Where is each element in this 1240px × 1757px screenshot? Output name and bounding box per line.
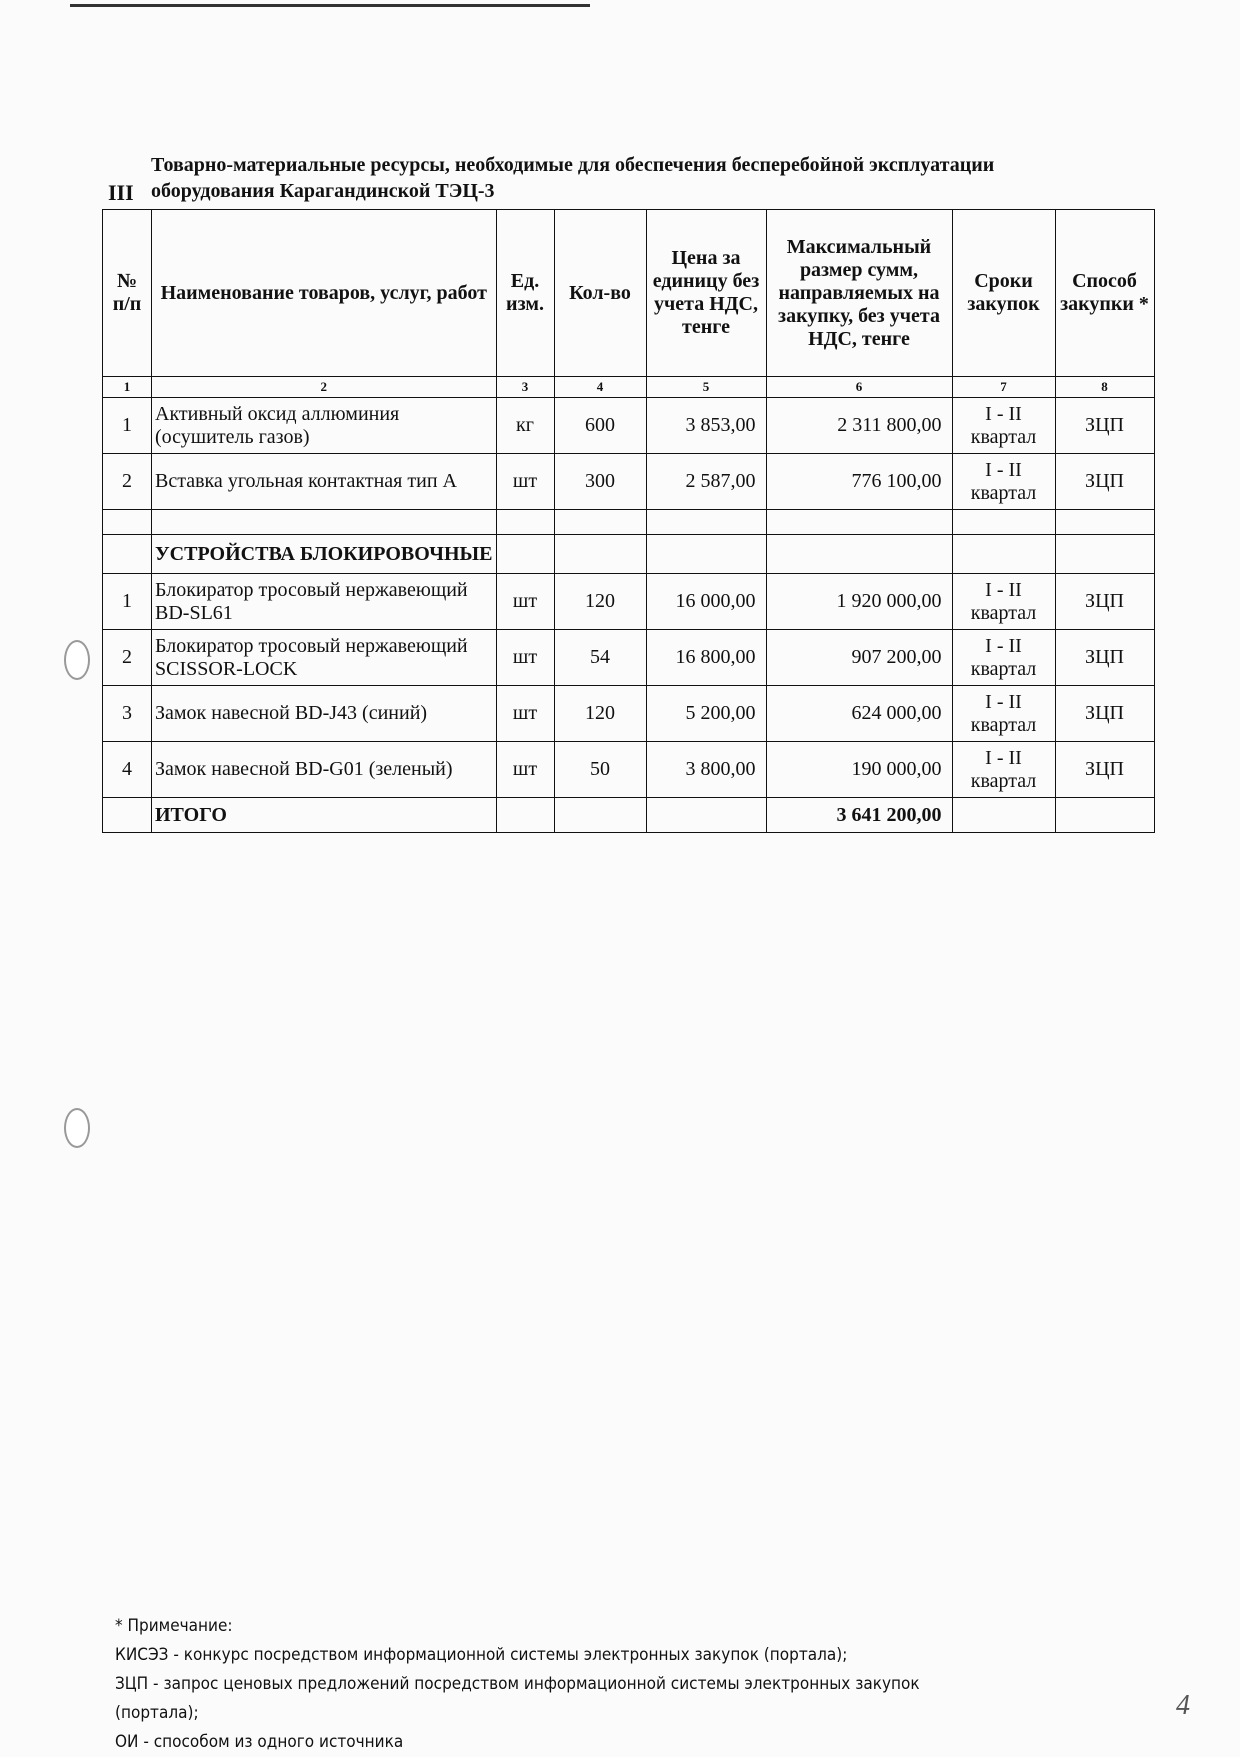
table-row xyxy=(103,398,1155,454)
cell-sum: 776 100,00 xyxy=(766,454,952,510)
cell-no: 1 xyxy=(103,398,152,454)
header-cell: № п/п xyxy=(103,210,152,377)
cell-method: ЗЦП xyxy=(1055,454,1154,510)
cell-sum: 1 920 000,00 xyxy=(766,574,952,630)
column-number: 6 xyxy=(766,377,952,398)
header-cell: Цена за единицу без учета НДС, тенге xyxy=(646,210,766,377)
cell-unit: шт xyxy=(496,686,554,742)
table-row xyxy=(103,686,1155,742)
header-cell: Способ закупки * xyxy=(1055,210,1154,377)
cell-qty: 600 xyxy=(554,398,646,454)
total-label: ИТОГО xyxy=(152,798,497,833)
cell-price: 3 800,00 xyxy=(646,742,766,798)
cell-unit: шт xyxy=(496,574,554,630)
header-row xyxy=(103,210,1155,377)
cell-no: 3 xyxy=(103,686,152,742)
cell-method: ЗЦП xyxy=(1055,630,1154,686)
punch-hole xyxy=(64,1108,90,1148)
cell-no: 4 xyxy=(103,742,152,798)
cell-name: Вставка угольная контактная тип А xyxy=(152,454,497,510)
header-cell: Кол-во xyxy=(554,210,646,377)
page-number: 4 xyxy=(1176,1690,1190,1721)
column-number: 1 xyxy=(103,377,152,398)
header-cell: Ед. изм. xyxy=(496,210,554,377)
column-number: 5 xyxy=(646,377,766,398)
total-row xyxy=(103,798,1155,833)
cell-method: ЗЦП xyxy=(1055,574,1154,630)
cell-sum: 190 000,00 xyxy=(766,742,952,798)
section-heading: УСТРОЙСТВА БЛОКИРОВОЧНЫЕ xyxy=(152,535,497,574)
cell-qty: 54 xyxy=(554,630,646,686)
note-line: КИСЭЗ - конкурс посредством информационной системы электронных закупок (портала); xyxy=(115,1645,848,1665)
column-number-row xyxy=(103,377,1155,398)
header-cell: Наименование товаров, услуг, работ xyxy=(152,210,497,377)
column-number: 2 xyxy=(152,377,497,398)
cell-name: Замок навесной BD-G01 (зеленый) xyxy=(152,742,497,798)
column-number: 3 xyxy=(496,377,554,398)
cell-no: 2 xyxy=(103,454,152,510)
cell-method: ЗЦП xyxy=(1055,398,1154,454)
cell-name: Замок навесной BD-J43 (синий) xyxy=(152,686,497,742)
cell-period: I - II квартал xyxy=(952,686,1055,742)
note-line: ОИ - способом из одного источника xyxy=(115,1732,404,1752)
cell-qty: 120 xyxy=(554,574,646,630)
cell-no: 2 xyxy=(103,630,152,686)
column-number: 4 xyxy=(554,377,646,398)
table-row xyxy=(103,742,1155,798)
note-line: ЗЦП - запрос ценовых предложений посредством информационной системы электронных закупок xyxy=(115,1674,920,1694)
cell-price: 16 000,00 xyxy=(646,574,766,630)
cell-unit: кг xyxy=(496,398,554,454)
cell-qty: 50 xyxy=(554,742,646,798)
total-sum: 3 641 200,00 xyxy=(766,798,952,833)
cell-no: 1 xyxy=(103,574,152,630)
cell-sum: 2 311 800,00 xyxy=(766,398,952,454)
footnote xyxy=(115,1612,920,1757)
cell-method: ЗЦП xyxy=(1055,686,1154,742)
cell-unit: шт xyxy=(496,742,554,798)
cell-name: Блокиратор тросовый нержавеющий SCISSOR-LOCK xyxy=(152,630,497,686)
header-cell: Максимальный размер сумм, направляемых на закупку, без учета НДС, тенге xyxy=(766,210,952,377)
cell-name: Блокиратор тросовый нержавеющий BD-SL61 xyxy=(152,574,497,630)
section-heading-row xyxy=(103,535,1155,574)
table-row xyxy=(103,630,1155,686)
column-number: 8 xyxy=(1055,377,1154,398)
cell-period: I - II квартал xyxy=(952,398,1055,454)
note-line: * Примечание: xyxy=(115,1616,233,1636)
table-row xyxy=(103,454,1155,510)
cell-unit: шт xyxy=(496,630,554,686)
column-number: 7 xyxy=(952,377,1055,398)
table-row xyxy=(103,574,1155,630)
cell-name: Активный оксид аллюминия (осушитель газов) xyxy=(152,398,497,454)
cell-period: I - II квартал xyxy=(952,454,1055,510)
cell-qty: 120 xyxy=(554,686,646,742)
punch-hole xyxy=(64,640,90,680)
section-number: III xyxy=(108,180,134,205)
cell-period: I - II квартал xyxy=(952,574,1055,630)
cell-price: 3 853,00 xyxy=(646,398,766,454)
note-line: (портала); xyxy=(115,1703,199,1723)
section-title: Товарно-материальные ресурсы, необходимые для обеспечения бесперебойной эксплуатации оборудования Карагандинской ТЭЦ-3 xyxy=(151,154,995,202)
scan-edge-line xyxy=(70,4,590,7)
resources-table xyxy=(102,209,1155,833)
cell-qty: 300 xyxy=(554,454,646,510)
cell-price: 16 800,00 xyxy=(646,630,766,686)
header-cell: Сроки закупок xyxy=(952,210,1055,377)
empty-row xyxy=(103,510,1155,535)
cell-unit: шт xyxy=(496,454,554,510)
cell-period: I - II квартал xyxy=(952,630,1055,686)
cell-sum: 624 000,00 xyxy=(766,686,952,742)
cell-price: 2 587,00 xyxy=(646,454,766,510)
cell-method: ЗЦП xyxy=(1055,742,1154,798)
cell-sum: 907 200,00 xyxy=(766,630,952,686)
cell-period: I - II квартал xyxy=(952,742,1055,798)
cell-price: 5 200,00 xyxy=(646,686,766,742)
